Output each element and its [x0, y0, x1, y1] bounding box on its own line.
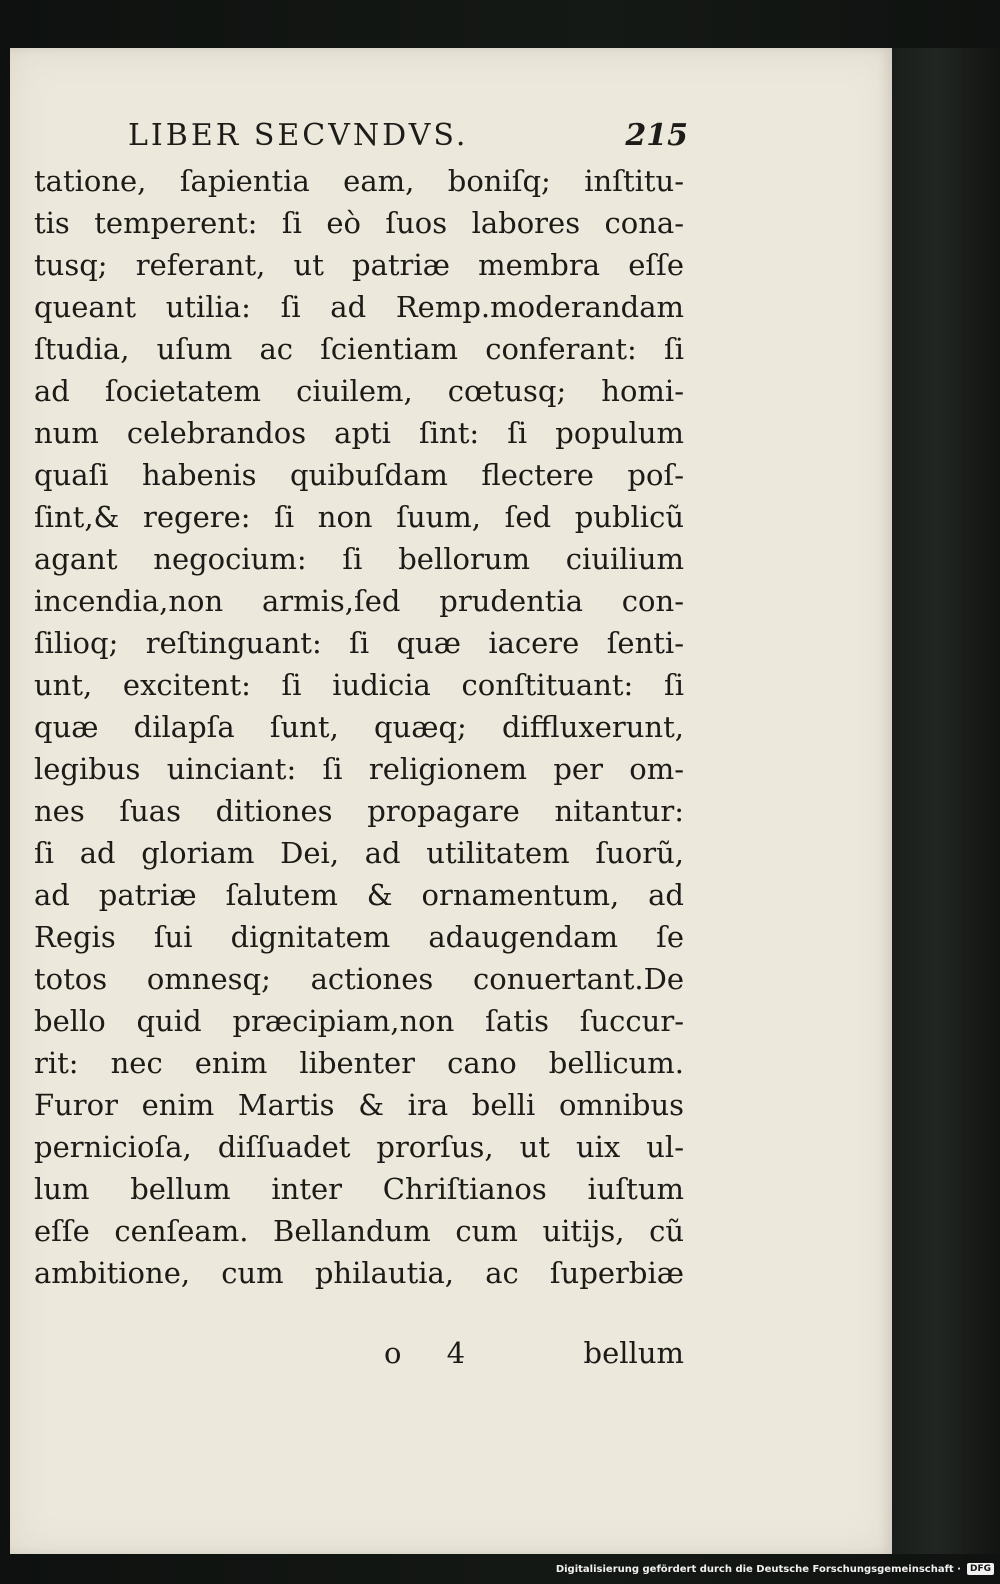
text-line: ſilioq; reſtinguant: ſi quæ iacere ſenti- — [34, 626, 684, 660]
page-footer — [34, 1336, 684, 1380]
text-line: ſtudia, uſum ac ſcientiam conferant: ſi — [34, 332, 684, 366]
book-page — [10, 48, 892, 1554]
text-line: num celebrandos apti ſint: ſi populum — [34, 416, 684, 450]
text-line: quæ dilapſa ſunt, quæq; diffluxerunt, — [34, 710, 684, 744]
text-line: Regis ſui dignitatem adaugendam ſe — [34, 920, 684, 954]
text-line: ambitione, cum philautia, ac ſuperbiæ — [34, 1256, 684, 1290]
signature-mark: o 4 — [384, 1336, 484, 1370]
text-line: ad patriæ ſalutem & ornamentum, ad — [34, 878, 684, 912]
text-line: lum bellum inter Chriſtianos iuſtum — [34, 1172, 684, 1206]
catchword: bellum — [583, 1336, 684, 1370]
page-number: 215 — [625, 118, 688, 153]
text-line: totos omnesq; actiones conuertant.De — [34, 962, 684, 996]
text-line: bello quid præcipiam,non ſatis ſuccur- — [34, 1004, 684, 1038]
text-line: queant utilia: ſi ad Remp.moderandam — [34, 290, 684, 324]
text-line: incendia,non armis,ſed prudentia con- — [34, 584, 684, 618]
text-line: tusq; referant, ut patriæ membra eſſe — [34, 248, 684, 282]
text-line: tatione, ſapientia eam, boniſq; inſtitu- — [34, 164, 684, 198]
text-line: pernicioſa, diſſuadet prorſus, ut uix ul- — [34, 1130, 684, 1164]
text-line: quaſi habenis quibuſdam flectere poſ- — [34, 458, 684, 492]
page-header — [128, 118, 688, 158]
text-line: agant negocium: ſi bellorum ciuilium — [34, 542, 684, 576]
dfg-logo: DFG — [967, 1563, 994, 1575]
running-title: LIBER SECVNDVS. — [128, 118, 469, 153]
text-line: rit: nec enim libenter cano bellicum. — [34, 1046, 684, 1080]
text-line: ſi ad gloriam Dei, ad utilitatem ſuorũ, — [34, 836, 684, 870]
text-line: eſſe cenſeam. Bellandum cum uitijs, cũ — [34, 1214, 684, 1248]
digitization-credit — [556, 1558, 994, 1580]
text-line: Furor enim Martis & ira belli omnibus — [34, 1088, 684, 1122]
text-line: unt, excitent: ſi iudicia conſtituant: ſi — [34, 668, 684, 702]
text-line: legibus uinciant: ſi religionem per om- — [34, 752, 684, 786]
credit-text: Digitalisierung gefördert durch die Deutsche Forschungsgemeinschaft · — [555, 1563, 961, 1575]
body-text — [34, 160, 684, 1294]
adjacent-page-edge — [892, 48, 1000, 1554]
text-line: ſint,& regere: ſi non ſuum, ſed publicũ — [34, 500, 684, 534]
text-line: ad ſocietatem ciuilem, cœtusq; homi- — [34, 374, 684, 408]
text-line: nes ſuas ditiones propagare nitantur: — [34, 794, 684, 828]
text-line: tis temperent: ſi eò ſuos labores cona- — [34, 206, 684, 240]
